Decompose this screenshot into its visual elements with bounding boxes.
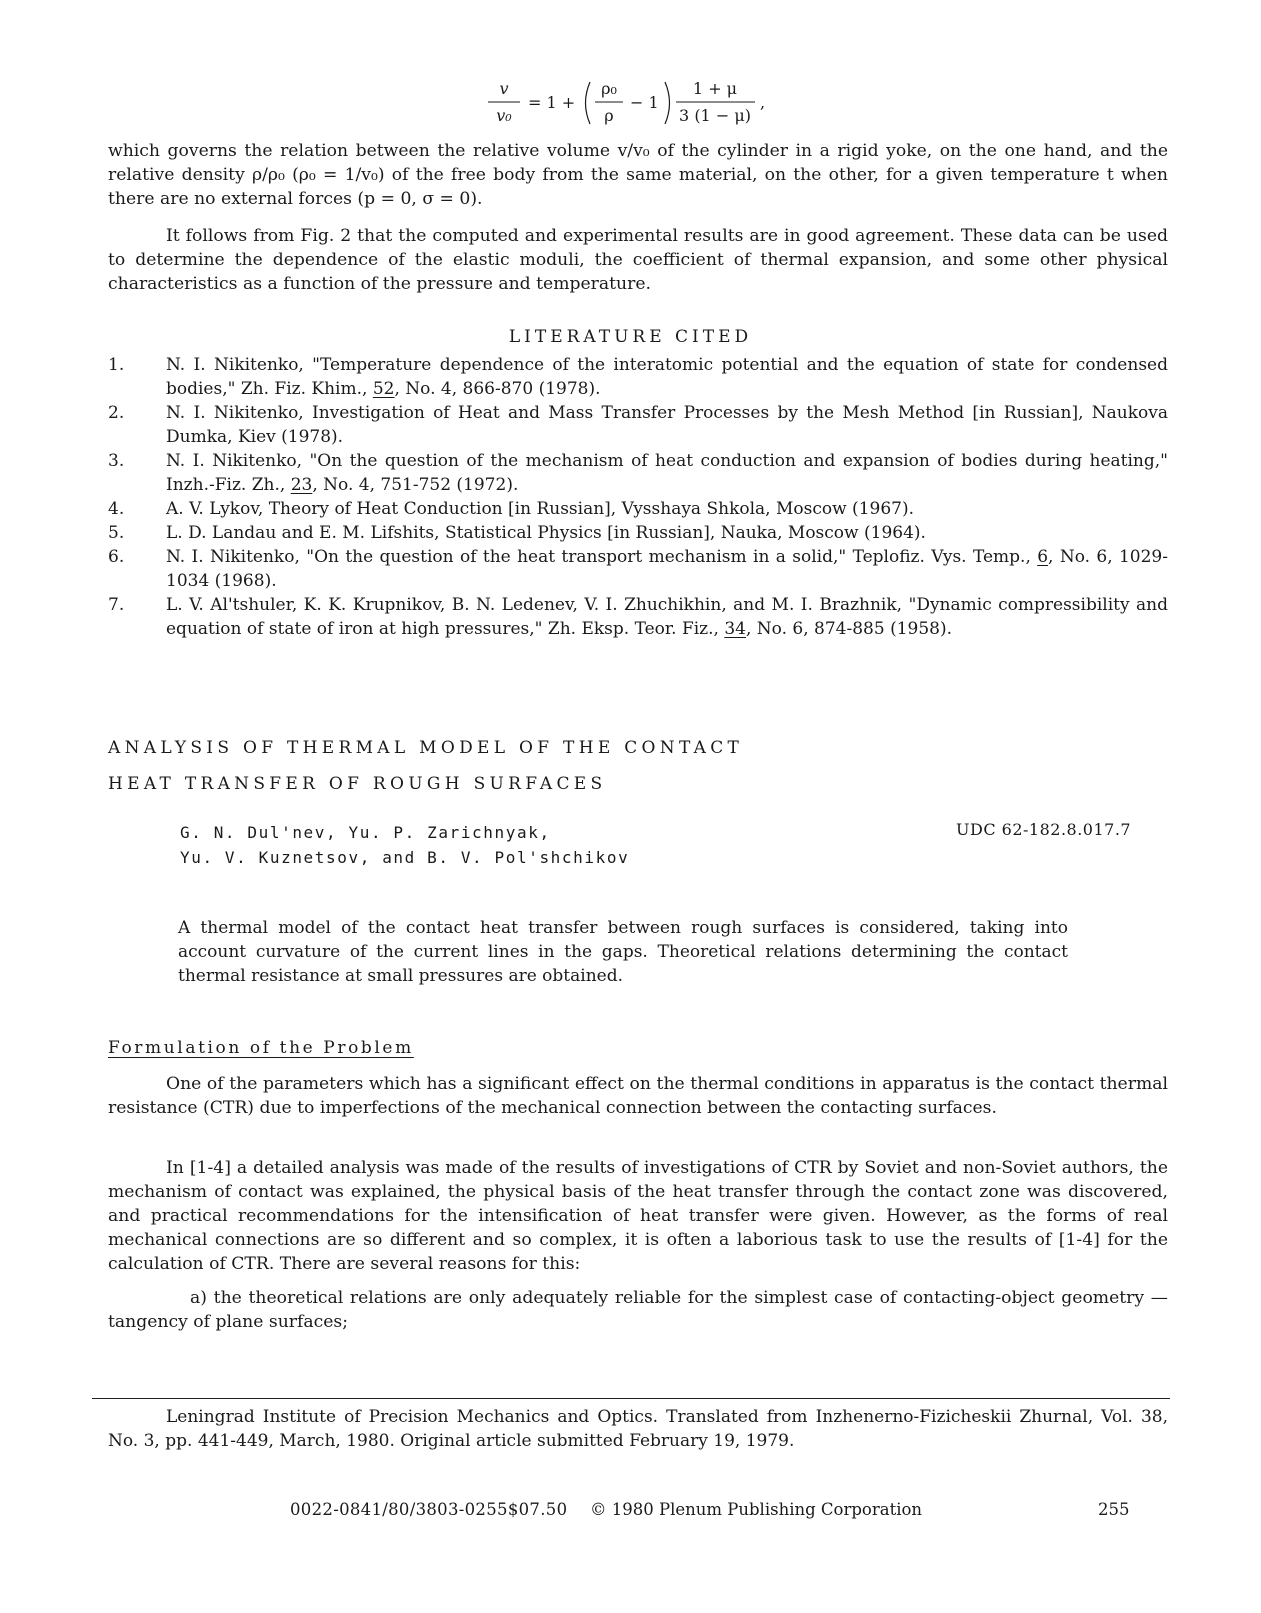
reference-number: 1. — [108, 355, 125, 375]
reference-number: 5. — [108, 523, 125, 543]
reference-volume: 23 — [290, 475, 313, 495]
formula-lhs-numerator: v — [499, 79, 509, 98]
reference-number: 3. — [108, 451, 125, 471]
formula-rho-numerator: ρ₀ — [601, 79, 617, 98]
reference-item — [108, 449, 1168, 497]
reference-item — [108, 401, 1168, 449]
reference-number: 4. — [108, 499, 125, 519]
paragraph-agreement: It follows from Fig. 2 that the computed and experimental results are in good agreement. These data can be used to determine the dependence of the elastic moduli, the coefficient of thermal expansion, and some other physical characteristics as a function of the pressure and temperature. — [108, 226, 1168, 294]
publication-code: 0022-0841/80/3803-0255$07.50 — [290, 1500, 568, 1519]
formula-mu-numerator: 1 + μ — [692, 79, 738, 98]
reference-list — [108, 353, 1168, 641]
reference-tail: , No. 4, 751-752 (1972). — [312, 475, 519, 495]
reference-text: N. I. Nikitenko, "Temperature dependence of the interatomic potential and the equation of state for condensed bodies," Zh. Fiz. Khim., — [166, 355, 1168, 399]
formula-lhs-denominator: v₀ — [496, 106, 512, 125]
reference-item — [108, 593, 1168, 641]
reference-item — [108, 545, 1168, 593]
body-paragraph-ctr: One of the parameters which has a significant effect on the thermal conditions in apparatus is the contact thermal resistance (CTR) due to imperfections of the mechanical connection between the contacting surfaces. — [108, 1074, 1168, 1118]
article-title-line-1: ANALYSIS OF THERMAL MODEL OF THE CONTACT — [108, 738, 744, 758]
paragraph-relative-volume: which governs the relation between the relative volume v/v₀ of the cylinder in a rigid yoke, on the one hand, and the relative density ρ/ρ₀ (ρ₀ = 1/v₀) of the free body from the same material, on the other, for a given temperature t when there are no external forces (p = 0, σ = 0). — [108, 141, 1168, 209]
reference-number: 6. — [108, 547, 125, 567]
formula-rho-denominator: ρ — [604, 106, 614, 125]
reference-number: 7. — [108, 595, 125, 615]
reference-item — [108, 521, 1168, 545]
page-number: 255 — [1098, 1500, 1130, 1519]
authors-line-1: G. N. Dul'nev, Yu. P. Zarichnyak, — [180, 823, 551, 842]
article-title-line-2: HEAT TRANSFER OF ROUGH SURFACES — [108, 774, 607, 794]
authors-line-2: Yu. V. Kuznetsov, and B. V. Pol'shchikov — [180, 848, 630, 867]
reference-tail: , No. 4, 866-870 (1978). — [394, 379, 601, 399]
reference-tail: , No. 6, 1029-1034 (1968). — [166, 547, 1168, 591]
article-abstract: A thermal model of the contact heat transfer between rough surfaces is considered, taking into account curvature of the current lines in the gaps. Theoretical relations determining the contact thermal resistance at small pressures are obtained. — [178, 918, 1068, 986]
footnote: Leningrad Institute of Precision Mechanics and Optics. Translated from Inzhenerno-Fizicheskii Zhurnal, Vol. 38, No. 3, pp. 441-449, March, 1980. Original article submitted February 19, 1979. — [108, 1407, 1168, 1451]
reference-item — [108, 353, 1168, 401]
formula-minus-one: − 1 — [630, 93, 659, 112]
reference-volume: 52 — [372, 379, 395, 399]
reference-tail: , No. 6, 874-885 (1958). — [746, 619, 953, 639]
body-paragraph-analysis: In [1-4] a detailed analysis was made of the results of investigations of CTR by Soviet and non-Soviet authors, the mechanism of contact was explained, the physical basis of the heat transfer through the contact zone was discovered, and practical recommendations for the intensification of heat transfer were given. However, as the forms of real mechanical connections are so different and so complex, it is often a laborious task to use the results of [1-4] for the calculation of CTR. There are several reasons for this: — [108, 1158, 1168, 1274]
copyright-notice: © 1980 Plenum Publishing Corporation — [590, 1500, 923, 1519]
footnote-divider — [92, 1398, 1170, 1399]
reference-item — [108, 497, 1168, 521]
equation-relative-volume — [480, 74, 810, 134]
formula-comma: , — [760, 93, 766, 112]
reference-text: N. I. Nikitenko, Investigation of Heat and Mass Transfer Processes by the Mesh Method [in Russian], Naukova Dumka, Kiev (1978). — [166, 403, 1168, 447]
reference-text: L. V. Al'tshuler, K. K. Krupnikov, B. N. Ledenev, V. I. Zhuchikhin, and M. I. Brazhnik, "Dynamic compressibility and equation of state of iron at high pressures," Zh. Eksp. Teor. Fiz., — [166, 595, 1168, 639]
udc-code: UDC 62-182.8.017.7 — [956, 820, 1132, 839]
reference-text: N. I. Nikitenko, "On the question of the mechanism of heat conduction and expansion of bodies during heating," Inzh.-Fiz. Zh., — [166, 451, 1168, 495]
article-authors — [180, 820, 629, 870]
reference-volume: 6 — [1037, 547, 1049, 567]
reference-text: L. D. Landau and E. M. Lifshits, Statistical Physics [in Russian], Nauka, Moscow (1964). — [166, 523, 926, 543]
body-paragraph-reason-a: a) the theoretical relations are only adequately reliable for the simplest case of contacting-object geometry — tangency of plane surfaces; — [108, 1288, 1168, 1332]
reference-number: 2. — [108, 403, 125, 423]
reference-text: N. I. Nikitenko, "On the question of the heat transport mechanism in a solid," Teplofiz. Vys. Temp., — [166, 547, 1038, 567]
reference-text: A. V. Lykov, Theory of Heat Conduction [in Russian], Vysshaya Shkola, Moscow (1967). — [166, 499, 914, 519]
formula-equals-one: = 1 + — [528, 93, 576, 112]
formula-mu-denominator: 3 (1 − μ) — [679, 106, 751, 125]
section-heading: Formulation of the Problem — [108, 1038, 414, 1058]
reference-volume: 34 — [724, 619, 746, 639]
literature-heading: LITERATURE CITED — [508, 327, 753, 347]
